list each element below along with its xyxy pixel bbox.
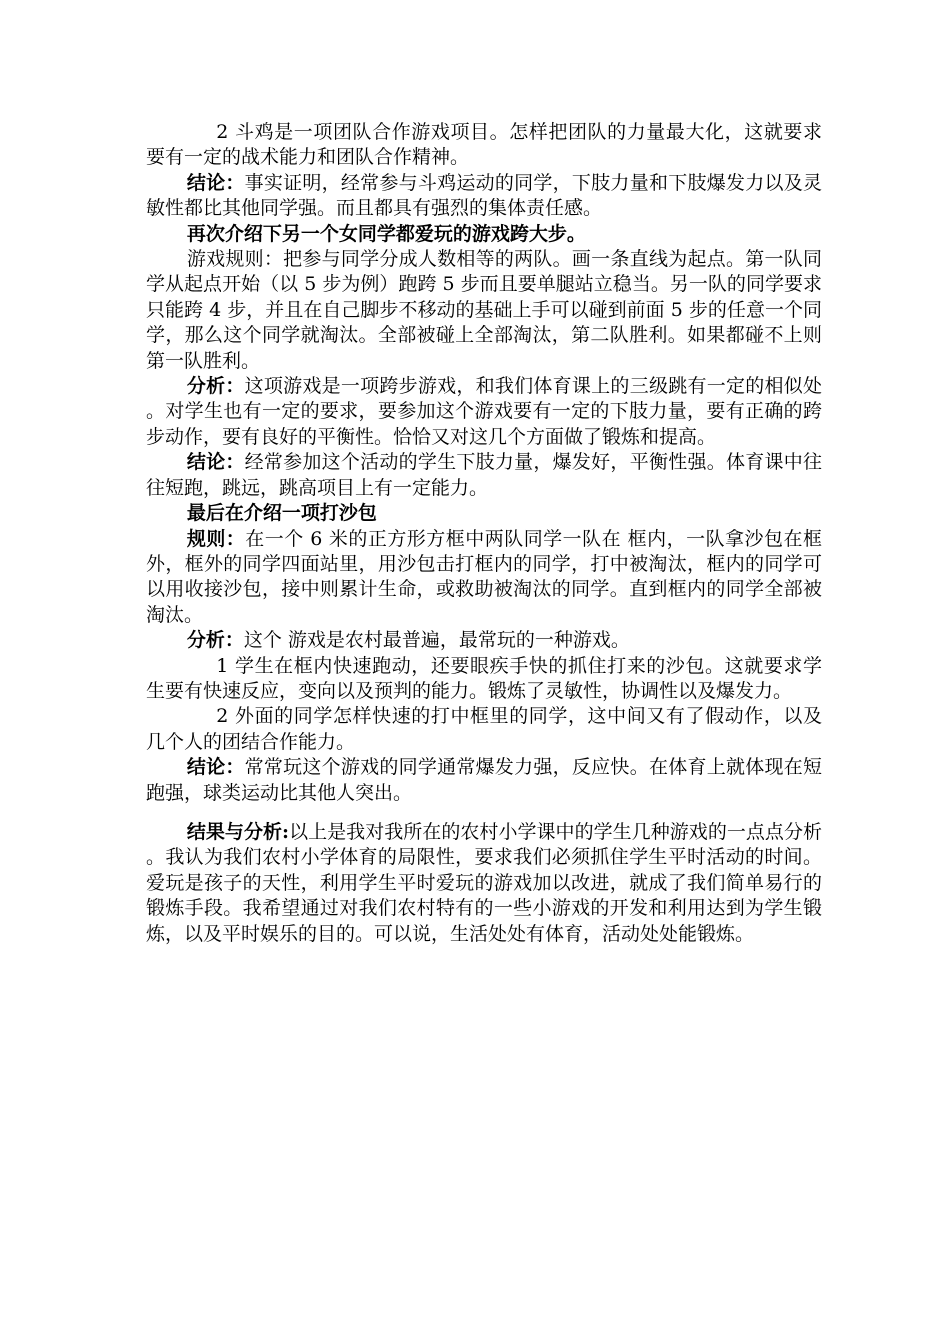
paragraph-analysis-point-1: 1 学生在框内快速跑动，还要眼疾手快的抓住打来的沙包。这就要求学生要有快速反应，变向以及预判的能力。锻炼了灵敏性，协调性以及爆发力。 (146, 654, 822, 702)
paragraph-dou-ji-intro: 2 斗鸡是一项团队合作游戏项目。怎样把团队的力量最大化，这就要求要有一定的战术能力和团队合作精神。 (146, 121, 822, 169)
analysis-label: 分析： (186, 375, 245, 398)
conclusion-text: 经常参加这个活动的学生下肢力量，爆发好，平衡性强。体育课中往往短跑，跳远，跳高项目上有一定能力。 (146, 451, 822, 499)
heading-kua-da-bu: 再次介绍下另一个女同学都爱玩的游戏跨大步。 (186, 222, 586, 245)
conclusion-text: 事实证明，经常参与斗鸡运动的同学，下肢力量和下肢爆发力以及灵敏性都比其他同学强。而且都具有强烈的集体责任感。 (146, 171, 822, 220)
conclusion-label: 结论： (186, 451, 245, 474)
results-label: 结果与分析: (186, 820, 290, 843)
paragraph-analysis-point-2: 2 外面的同学怎样快速的打中框里的同学，这中间又有了假动作，以及几个人的团结合作能力。 (146, 705, 822, 753)
paragraph-dou-ji-conclusion (146, 171, 822, 222)
paragraph-kua-da-bu-rules: 游戏规则：把参与同学分成人数相等的两队。画一条直线为起点。第一队同学从起点开始（以 5 步为例）跑跨 5 步而且要单腿站立稳当。另一队的同学要求只能跨 4 步，并且在自己脚步不移动的基础上手可以碰到前面 5 步的任意一个同学，那么这个同学就淘汰。全部被碰上全部淘汰，第二队胜利。如果都碰不上则第一队胜利。 (146, 248, 822, 372)
paragraph-results-analysis (146, 820, 822, 947)
heading-da-sha-bao: 最后在介绍一项打沙包 (186, 502, 377, 525)
document-page (146, 120, 822, 947)
paragraph-da-sha-bao-analysis (146, 628, 822, 653)
paragraph-kua-da-bu-conclusion (146, 450, 822, 501)
analysis-text: 这个 游戏是农村最普遍，最常玩的一种游戏。 (243, 629, 630, 652)
paragraph-kua-da-bu-analysis (146, 374, 822, 450)
paragraph-da-sha-bao-conclusion (146, 755, 822, 806)
results-text: 以上是我对我所在的农村小学课中的学生几种游戏的一点点分析。我认为我们农村小学体育的局限性，要求我们必须抓住学生平时活动的时间。爱玩是孩子的天性，利用学生平时爱玩的游戏加以改进，就成了我们简单易行的锻炼手段。我希望通过对我们农村特有的一些小游戏的开发和利用达到为学生锻炼，以及平时娱乐的目的。可以说，生活处处有体育，活动处处能锻炼。 (146, 820, 822, 945)
rules-text: 在一个 6 米的正方形方框中两队同学一队在 框内，一队拿沙包在框外，框外的同学四面站里，用沙包击打框内的同学，打中被淘汰，框内的同学可以用收接沙包，接中则累计生命，或救助被淘汰的同学。直到框内的同学全部被淘汰。 (146, 527, 822, 626)
analysis-label: 分析： (186, 629, 244, 652)
conclusion-label: 结论： (186, 171, 245, 194)
conclusion-label: 结论： (186, 756, 245, 779)
paragraph-spacer (146, 806, 822, 820)
analysis-text: 这项游戏是一项跨步游戏，和我们体育课上的三级跳有一定的相似处。对学生也有一定的要求，要参加这个游戏要有一定的下肢力量，要有正确的跨步动作，要有良好的平衡性。恰恰又对这几个方面做了锻炼和提高。 (146, 375, 822, 448)
rules-label: 规则： (186, 527, 246, 550)
paragraph-da-sha-bao-rules (146, 527, 822, 629)
conclusion-text: 常常玩这个游戏的同学通常爆发力强，反应快。在体育上就体现在短跑强，球类运动比其他人突出。 (146, 756, 822, 804)
